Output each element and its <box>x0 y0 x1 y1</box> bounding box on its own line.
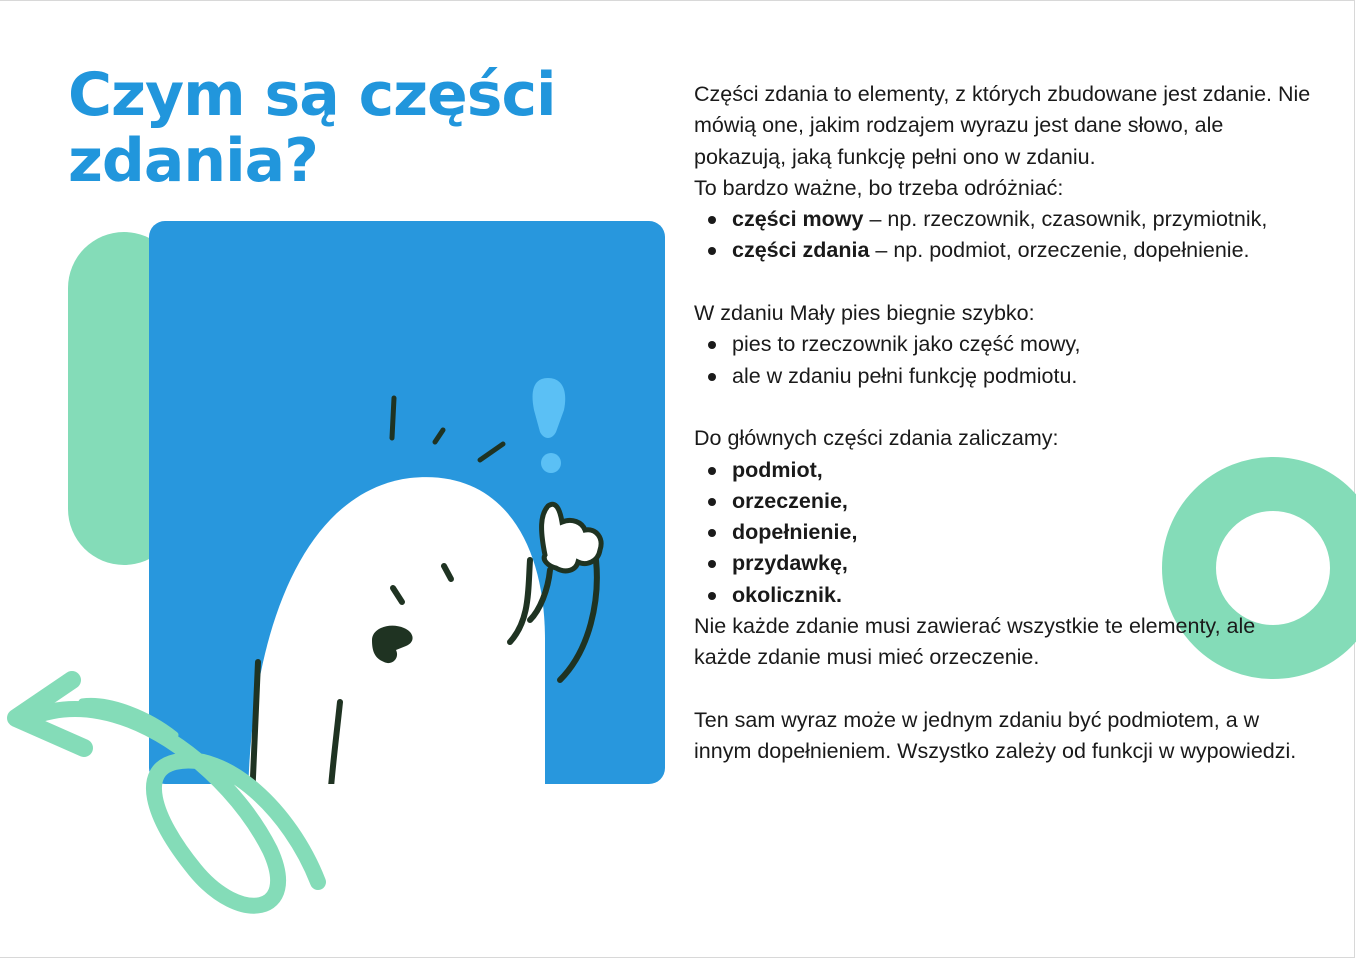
spacer <box>694 392 1314 423</box>
list-item <box>732 235 1314 266</box>
closing-paragraph: Ten sam wyraz może w jednym zdaniu być podmiotem, a w innym dopełnieniem. Wszystko zależy od funkcji w wypowiedzi. <box>694 707 1297 764</box>
list-item: orzeczenie, <box>732 486 1314 517</box>
parts-of-speech-list <box>694 204 1314 267</box>
exclamation-dot-shape <box>541 453 561 473</box>
list-item <box>732 204 1314 235</box>
main-parts-list <box>694 455 1314 611</box>
bold-term: części zdania <box>732 238 870 263</box>
main-parts-lead: Do głównych części zdania zaliczamy: <box>694 426 1059 451</box>
list-item: dopełnienie, <box>732 517 1314 548</box>
title-line-1: Czym są części <box>68 60 556 130</box>
intro-lead: To bardzo ważne, bo trzeba odróżniać: <box>694 175 1064 200</box>
bold-term: części mowy <box>732 207 864 232</box>
content-column <box>694 79 1314 768</box>
spacer <box>694 267 1314 298</box>
illustration <box>0 210 680 930</box>
term-description: – np. rzeczownik, czasownik, przymiotnik, <box>863 207 1268 232</box>
intro-paragraph: Części zdania to elementy, z których zbudowane jest zdanie. Nie mówią one, jakim rodzajem wyrazu jest dane słowo, ale pokazują, jaką funkcję pełni ono w zdaniu. <box>694 82 1311 169</box>
list-item: przydawkę, <box>732 548 1314 579</box>
spacer <box>694 674 1314 705</box>
list-item: okolicznik. <box>732 580 1314 611</box>
list-item: pies to rzeczownik jako część mowy, <box>732 329 1314 360</box>
list-item: podmiot, <box>732 455 1314 486</box>
list-item: ale w zdaniu pełni funkcję podmiotu. <box>732 361 1314 392</box>
term-description: – np. podmiot, orzeczenie, dopełnienie. <box>869 238 1250 263</box>
main-parts-note: Nie każde zdanie musi zawierać wszystkie te elementy, ale każde zdanie musi mieć orzeczenie. <box>694 614 1256 670</box>
example-list <box>694 329 1314 392</box>
page-title <box>68 62 556 194</box>
example-lead: W zdaniu Mały pies biegnie szybko: <box>694 301 1035 326</box>
title-line-2: zdania? <box>68 126 318 196</box>
